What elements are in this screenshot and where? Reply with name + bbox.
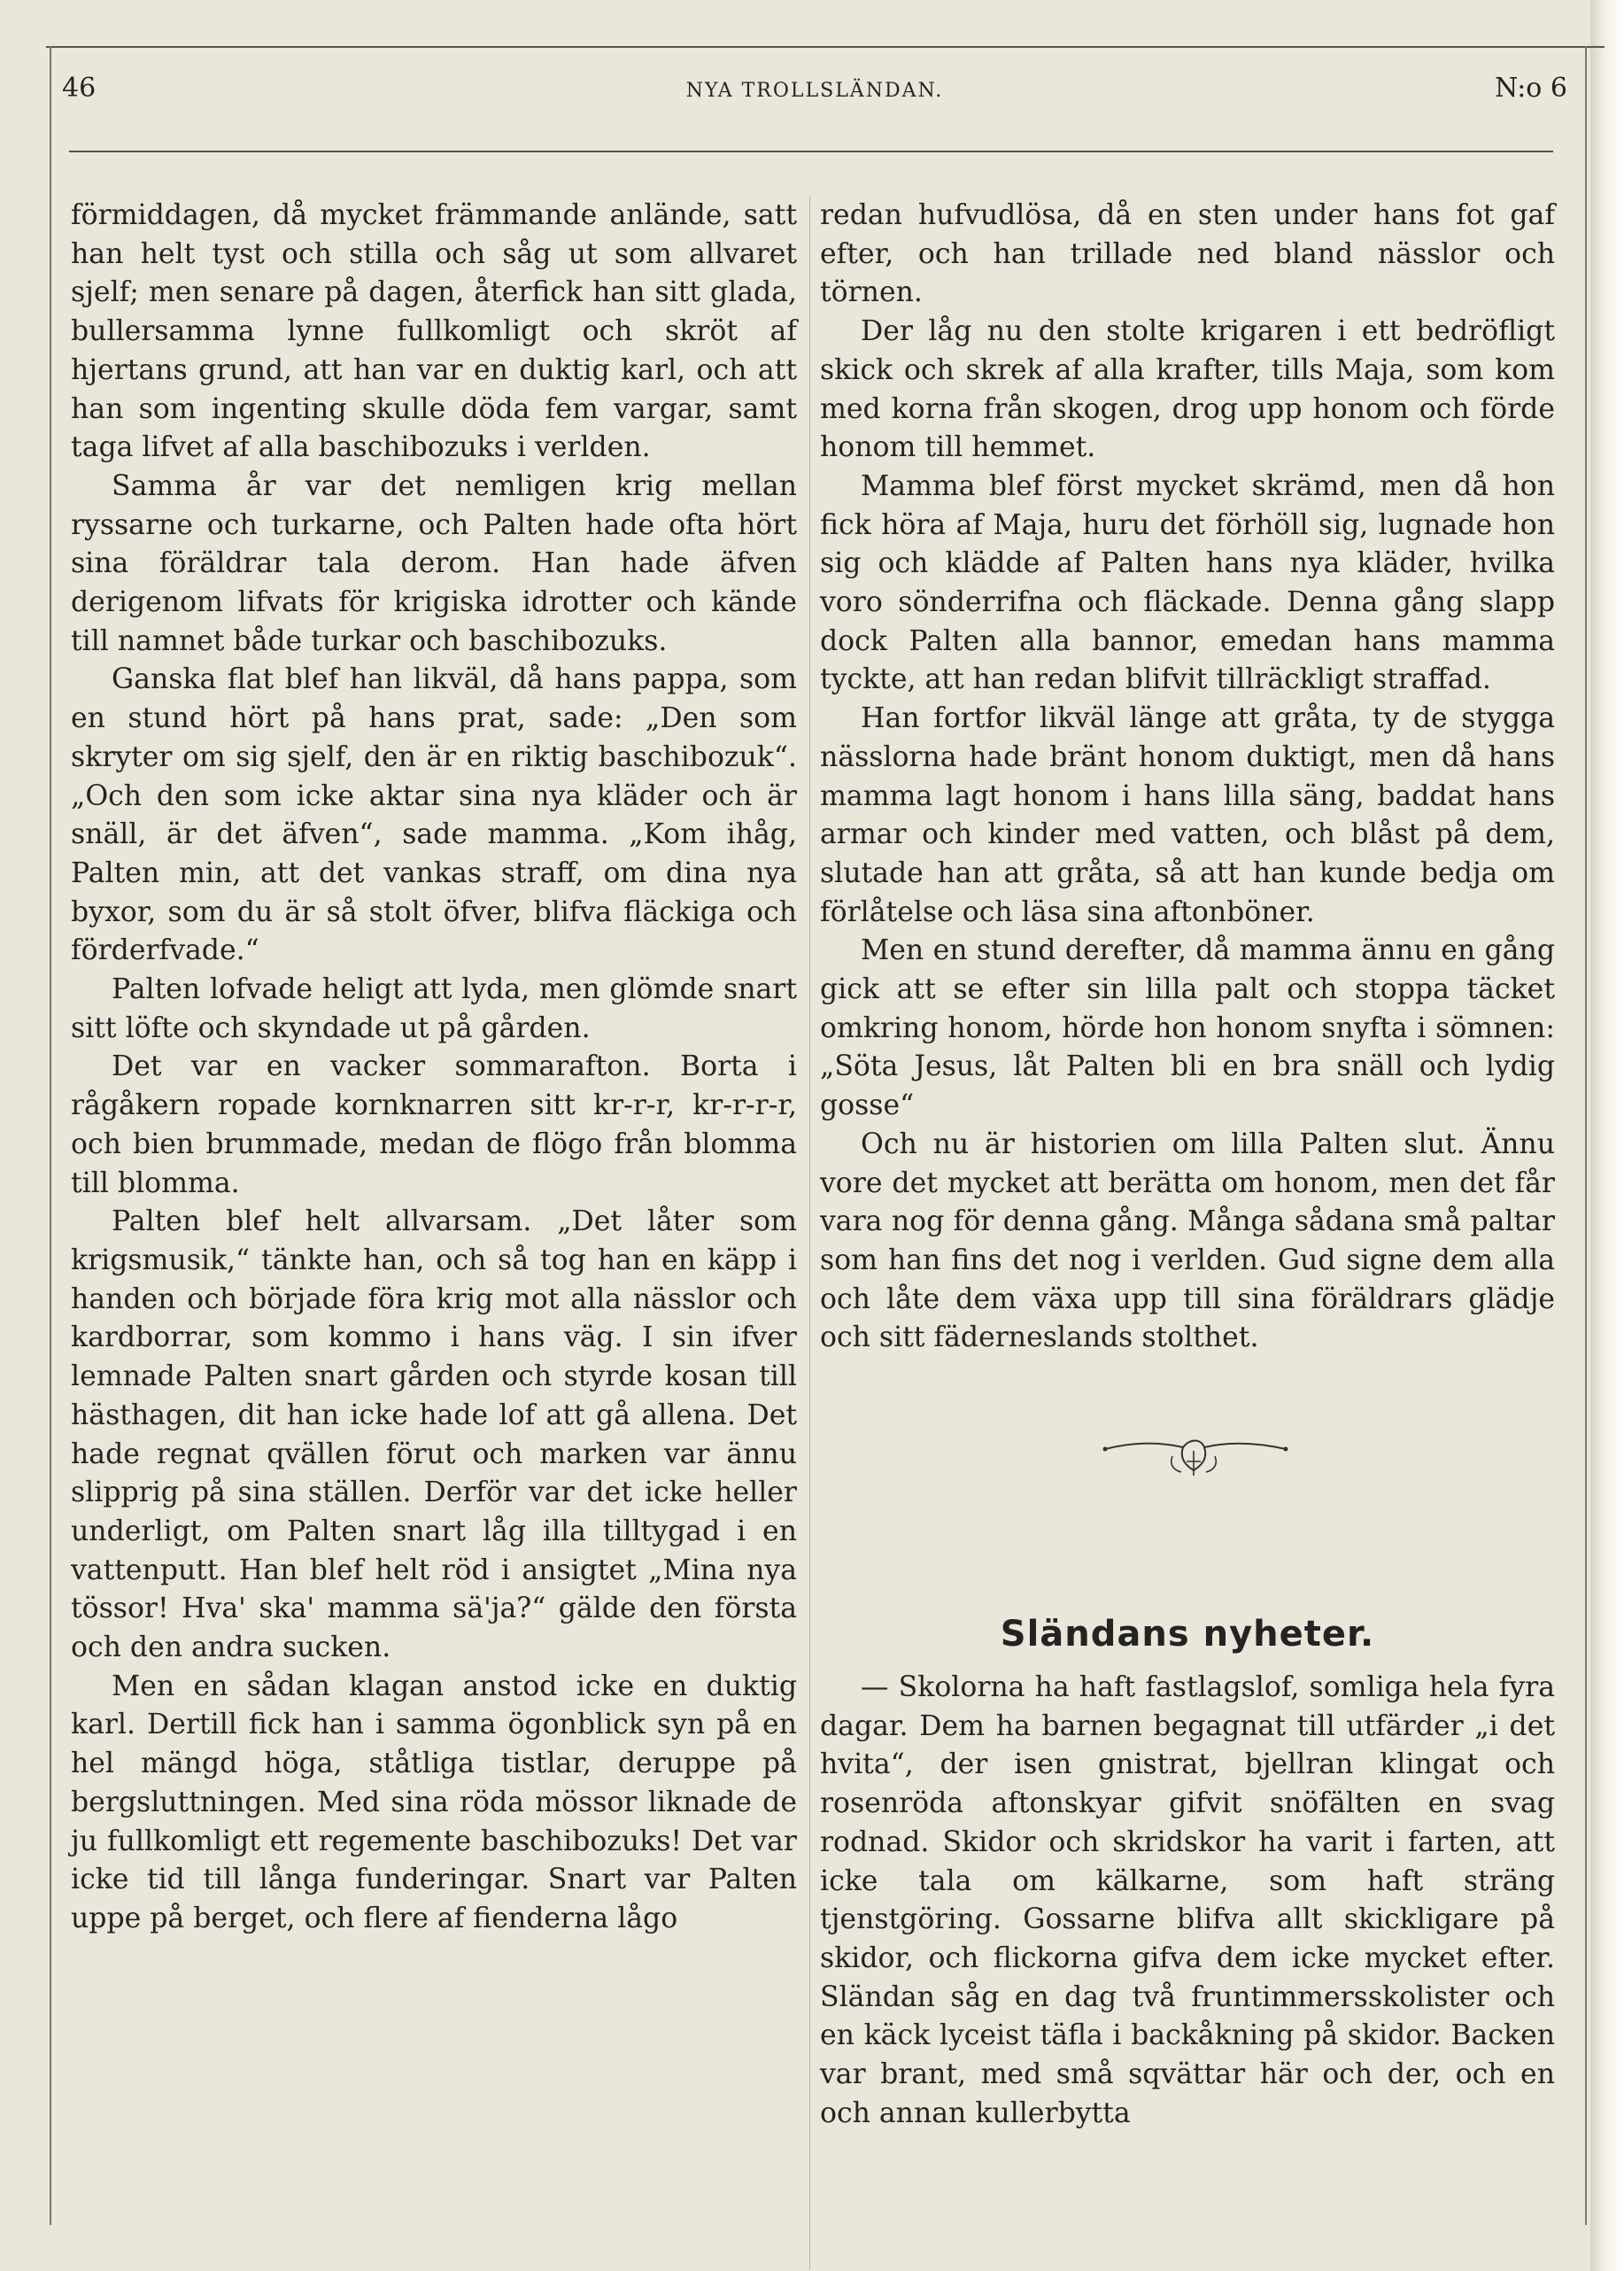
paragraph: Men en sådan klagan anstod icke en duktig karl. Dertill fick han i samma ögonblick syn på en hel mängd höga, ståtliga tistlar, deruppe på bergsluttningen. Med sina röda mössor liknade de ju fullkomligt ett regemente baschibozuks! Det var icke tid till långa funderingar. Snart var Palten uppe på berget, och flere af fienderna lågo: [71, 1670, 797, 1934]
issue-number: N:o 6: [1495, 73, 1567, 104]
header-rule: [69, 151, 1553, 152]
paragraph: Palten lofvade heligt att lyda, men glömde snart sitt löfte och skyndade ut på gården.: [71, 973, 797, 1044]
paragraph: — Skolorna ha haft fastlagslof, somliga hela fyra dagar. Dem ha barnen begagnat till utfärder „i det hvita“, der isen gnistrat, bjellran klingat och rosenröda aftonskyar gifvit snöfälten en svag rodnad. Skidor och skridskor ha varit i farten, att icke tala om kälkarne, som haft sträng tjenstgöring. Gossarne blifva allt skickligare på skidor, och flickorna gifva dem icke mycket efter. Sländan såg en dag två fruntimmersskolister och en käck lyceist täfla i backåkning på skidor. Backen var brant, med små sqvättar här och der, och en och annan kullerbytta: [820, 1671, 1555, 2129]
paragraph: Samma år var det nemligen krig mellan ryssarne och turkarne, och Palten hade ofta hört sina föräldrar tala derom. Han hade äfven derigenom lifvats för krigiska idrotter och kände till namnet både turkar och baschibozuks.: [71, 469, 797, 657]
page-edge-shadow: [1590, 0, 1624, 2271]
paragraph: Det var en vacker sommarafton. Borta i rågåkern ropade kornknarren sitt kr-r-r, kr-r-r-r, och bien brummade, medan de flögo från blomma till blomma.: [71, 1050, 797, 1199]
paragraph: Men en stund derefter, då mamma ännu en gång gick att se efter sin lilla palt och stoppa täcket omkring honom, hörde hon honom snyfta i sömnen: „Söta Jesus, låt Palten bli en bra snäll och lydig gosse“: [820, 934, 1555, 1122]
frame-top-rule: [46, 46, 1605, 48]
paragraph: redan hufvudlösa, då en sten under hans fot gaf efter, och han trillade ned bland nässlor och törnen.: [820, 199, 1555, 309]
left-column: [71, 197, 797, 1939]
paragraph: Mamma blef först mycket skrämd, men då hon fick höra af Maja, huru det förhöll sig, lugnade hon sig och klädde af Palten hans nya kläder, hvilka voro sönderrifna och fläckade. Denna gång slapp dock Palten alla bannor, emedan hans mamma tyckte, att han redan blifvit tillräckligt straffad.: [820, 469, 1555, 696]
frame-left-rule: [50, 46, 51, 2225]
page-number: 46: [62, 73, 97, 104]
paragraph: Och nu är historien om lilla Palten slut. Ännu vore det mycket att berätta om honom, men det får vara nog för denna gång. Många sådana små paltar som han fins det nog i verlden. Gud signe dem alla och låte dem växa upp till sina föräldrars glädje och sitt fäderneslands stolthet.: [820, 1128, 1555, 1354]
section-title: Sländans nyheter.: [1000, 1614, 1375, 1655]
frame-right-rule: [1585, 46, 1587, 2225]
paragraph: Ganska flat blef han likväl, då hans pappa, som en stund hört på hans prat, sade: „Den som skryter om sig sjelf, den är en riktig baschibozuk“. „Och den som icke aktar sina nya kläder och är snäll, är det äfven“, sade mamma. „Kom ihåg, Palten min, att det vankas straff, om dina nya byxor, som du är så stolt öfver, blifva fläckiga och förderfvade.“: [71, 663, 797, 967]
news-column: [820, 1669, 1555, 2133]
paragraph: förmiddagen, då mycket främmande anlände, satt han helt tyst och stilla och såg ut som allvaret sjelf; men senare på dagen, återfick han sitt glada, bullersamma lynne fullkomligt och skröt af hjertans grund, att han var en duktig karl, och att han som ingenting skulle döda fem vargar, samt taga lifvet af alla baschibozuks i verlden.: [71, 199, 797, 464]
column-divider: [809, 197, 810, 2269]
paragraph: Palten blef helt allvarsam. „Det låter som krigsmusik,“ tänkte han, och så tog han en käpp i handen och började föra krig mot alla nässlor och kardborrar, som kommo i hans väg. I sin ifver lemnade Palten snart gården och styrde kosan till hästhagen, dit han icke hade lof att gå allena. Det hade regnat qvällen förut och marken var ännu slipprig på sina ställen. Derför var det icke heller underligt, om Palten snart låg illa tilltygad i en vattenputt. Han blef helt röd i ansigtet „Mina nya tössor! Hva' ska' mamma sä'ja?“ gälde den första och den andra sucken.: [71, 1205, 797, 1664]
paragraph: Der låg nu den stolte krigaren i ett bedröfligt skick och skrek af alla krafter, tills Maja, som kom med korna från skogen, drog upp honom och förde honom till hemmet.: [820, 315, 1555, 464]
running-title: NYA TROLLSLÄNDAN.: [685, 80, 944, 102]
decorative-flourish-icon: [1098, 1435, 1293, 1484]
page-header: [62, 73, 1567, 119]
paragraph: Han fortfor likväl länge att gråta, ty de stygga nässlorna hade bränt honom duktigt, men då hans mamma lagt honom i hans lilla säng, baddat hans armar och kinder med vatten, och blåst på dem, slutade han att gråta, så att han kunde bedja om förlåtelse och läsa sina aftonböner.: [820, 702, 1555, 928]
right-column: [820, 197, 1555, 1358]
